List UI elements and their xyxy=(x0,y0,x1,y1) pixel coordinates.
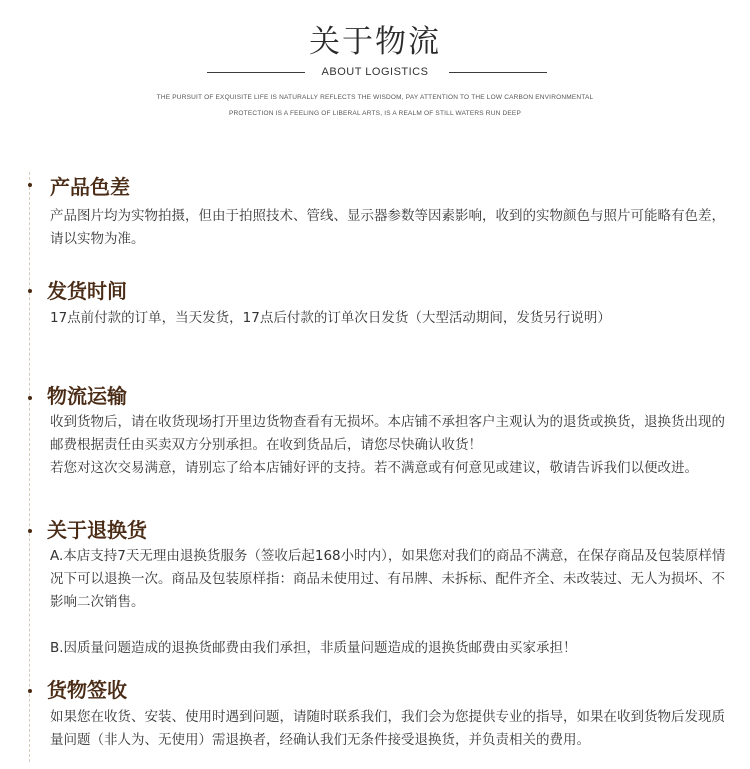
paragraph: B.因质量问题造成的退换货邮费由我们承担，非质量问题造成的退换货邮费由买家承担！ xyxy=(50,640,577,656)
section-body xyxy=(50,307,730,330)
page-subtitle: ABOUT LOGISTICS xyxy=(321,66,429,78)
timeline-dot xyxy=(28,289,32,293)
paragraph: 17点前付款的订单，当天发货，17点后付款的订单次日发货（大型活动期间，发货另行说明） xyxy=(50,310,611,326)
timeline-dot xyxy=(28,183,32,187)
section-title: 产品色差 xyxy=(50,175,130,199)
timeline-dot xyxy=(28,396,32,400)
timeline-dot xyxy=(28,689,32,693)
tagline-line-2: PROTECTION IS A FEELING OF LIBERAL ARTS, IS A REALM OF STILL WATERS RUN DEEP xyxy=(229,110,521,117)
page-title: 关于物流 xyxy=(309,24,441,60)
section-body xyxy=(50,545,730,660)
paragraph: 收到货物后，请在收货现场打开里边货物查看有无损坏。本店铺不承担客户主观认为的退货或换货，退换货出现的邮费根据责任由买卖双方分别承担。在收到货品后，请您尽快确认收货！ xyxy=(50,414,725,453)
section-title: 发货时间 xyxy=(47,279,127,303)
divider-right xyxy=(449,72,547,73)
paragraph-spacer xyxy=(50,614,730,637)
paragraph: A.本店支持7天无理由退换货服务（签收后起168小时内），如果您对我们的商品不满意，在保存商品及包装原样情况下可以退换一次。商品及包装原样指：商品未使用过、有吊牌、未拆标、配件齐全、未改装过、无人为损坏、不影响二次销售。 xyxy=(50,548,726,610)
timeline-line xyxy=(29,172,30,762)
section-title: 关于退换货 xyxy=(47,518,147,542)
timeline-dot xyxy=(28,529,32,533)
page-header xyxy=(0,0,750,130)
section-title: 物流运输 xyxy=(47,384,127,408)
section-body xyxy=(50,411,730,480)
subtitle-row xyxy=(0,64,750,80)
paragraph: 若您对这次交易满意，请别忘了给本店铺好评的支持。若不满意或有何意见或建议，敬请告诉我们以便改进。 xyxy=(50,460,698,476)
tagline-line-1: THE PURSUIT OF EXQUISITE LIFE IS NATURALLY REFLECTS THE WISDOM, PAY ATTENTION TO THE LOW CARBON ENVIRONMENTAL xyxy=(156,94,594,101)
section-title: 货物签收 xyxy=(47,678,127,702)
section-body xyxy=(50,205,730,251)
paragraph: 如果您在收货、安装、使用时遇到问题，请随时联系我们，我们会为您提供专业的指导，如果在收到货物后发现质量问题（非人为、无使用）需退换者，经确认我们无条件接受退换货，并负责相关的费用。 xyxy=(50,709,725,748)
paragraph: 产品图片均为实物拍摄，但由于拍照技术、管线、显示器参数等因素影响，收到的实物颜色与照片可能略有色差，请以实物为准。 xyxy=(50,208,725,247)
section-body xyxy=(50,706,730,752)
